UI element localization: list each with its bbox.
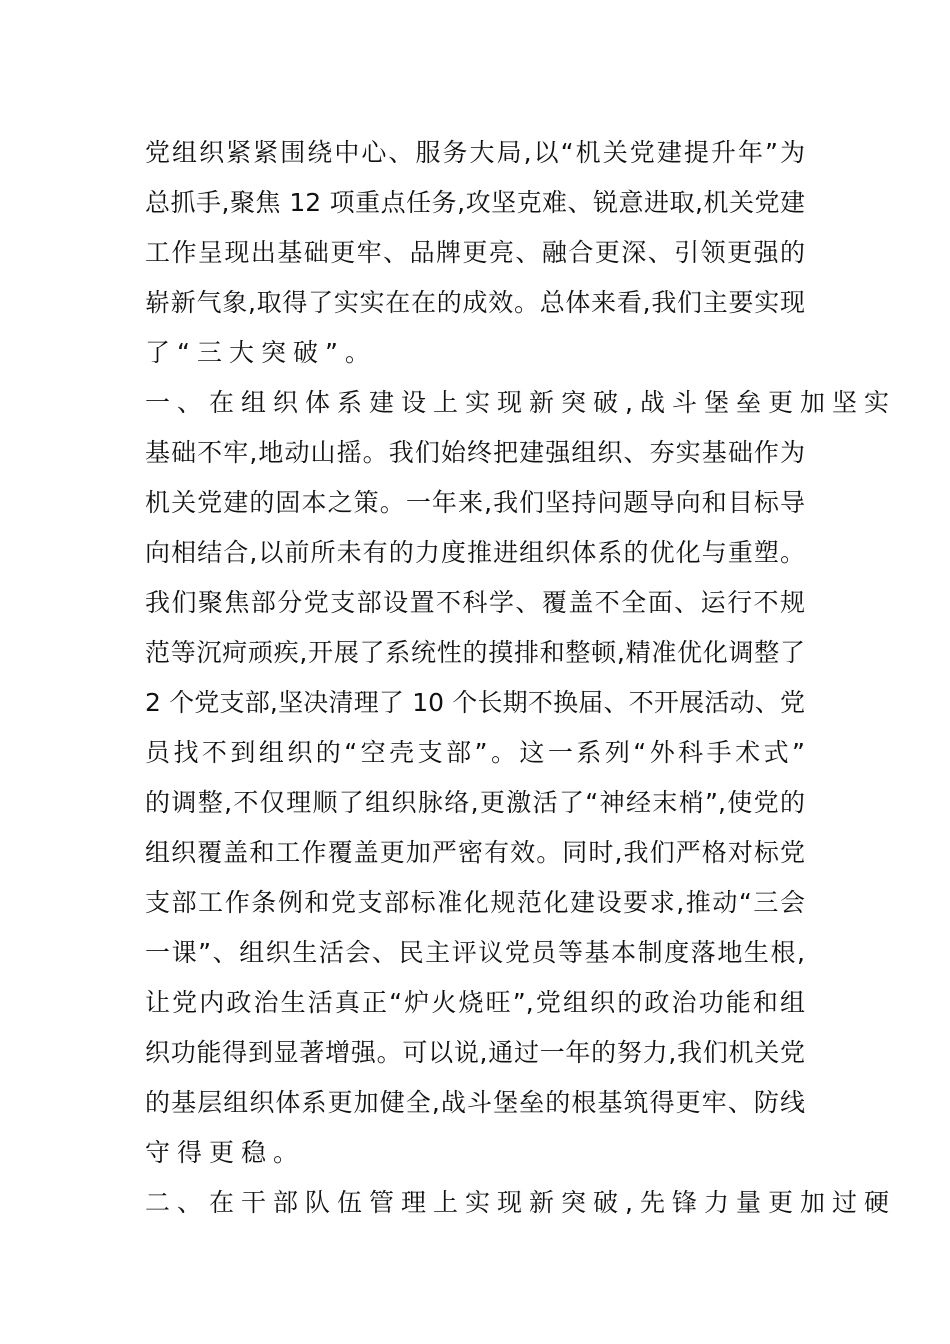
text-line: 了“三大突破”。	[145, 338, 377, 367]
text-line: 崭新气象,取得了实实在在的成效。总体来看,我们主要实现	[145, 288, 805, 317]
text-line: 的调整,不仅理顺了组织脉络,更激活了“神经末梢”,使党的	[145, 788, 805, 817]
section-heading: 一、在组织体系建设上实现新突破,战斗堡垒更加坚实	[145, 388, 896, 417]
text-line: 我们聚焦部分党支部设置不科学、覆盖不全面、运行不规	[145, 588, 805, 617]
text-line: 机关党建的固本之策。一年来,我们坚持问题导向和目标导	[145, 488, 805, 517]
text-line: 2 个党支部,坚决清理了 10 个长期不换届、不开展活动、党	[145, 688, 805, 717]
text-line: 基础不牢,地动山摇。我们始终把建强组织、夯实基础作为	[145, 438, 805, 467]
text-line: 守得更稳。	[145, 1138, 306, 1167]
text-line: 支部工作条例和党支部标准化规范化建设要求,推动“三会	[145, 888, 805, 917]
text-line: 让党内政治生活真正“炉火烧旺”,党组织的政治功能和组	[145, 988, 805, 1017]
text-line: 总抓手,聚焦 12 项重点任务,攻坚克难、锐意进取,机关党建	[145, 188, 805, 217]
section-heading: 二、在干部队伍管理上实现新突破,先锋力量更加过硬	[145, 1188, 896, 1217]
text-line: 一课”、组织生活会、民主评议党员等基本制度落地生根,	[145, 938, 805, 967]
text-line: 织功能得到显著增强。可以说,通过一年的努力,我们机关党	[145, 1038, 805, 1067]
text-line: 范等沉疴顽疾,开展了系统性的摸排和整顿,精准优化调整了	[145, 638, 805, 667]
text-line: 员找不到组织的“空壳支部”。这一系列“外科手术式”	[145, 738, 805, 767]
text-line: 的基层组织体系更加健全,战斗堡垒的根基筑得更牢、防线	[145, 1088, 805, 1117]
text-line: 向相结合,以前所未有的力度推进组织体系的优化与重塑。	[145, 538, 805, 567]
text-line: 组织覆盖和工作覆盖更加严密有效。同时,我们严格对标党	[145, 838, 805, 867]
text-line: 工作呈现出基础更牢、品牌更亮、融合更深、引领更强的	[145, 238, 805, 267]
text-line: 党组织紧紧围绕中心、服务大局,以“机关党建提升年”为	[145, 138, 805, 167]
